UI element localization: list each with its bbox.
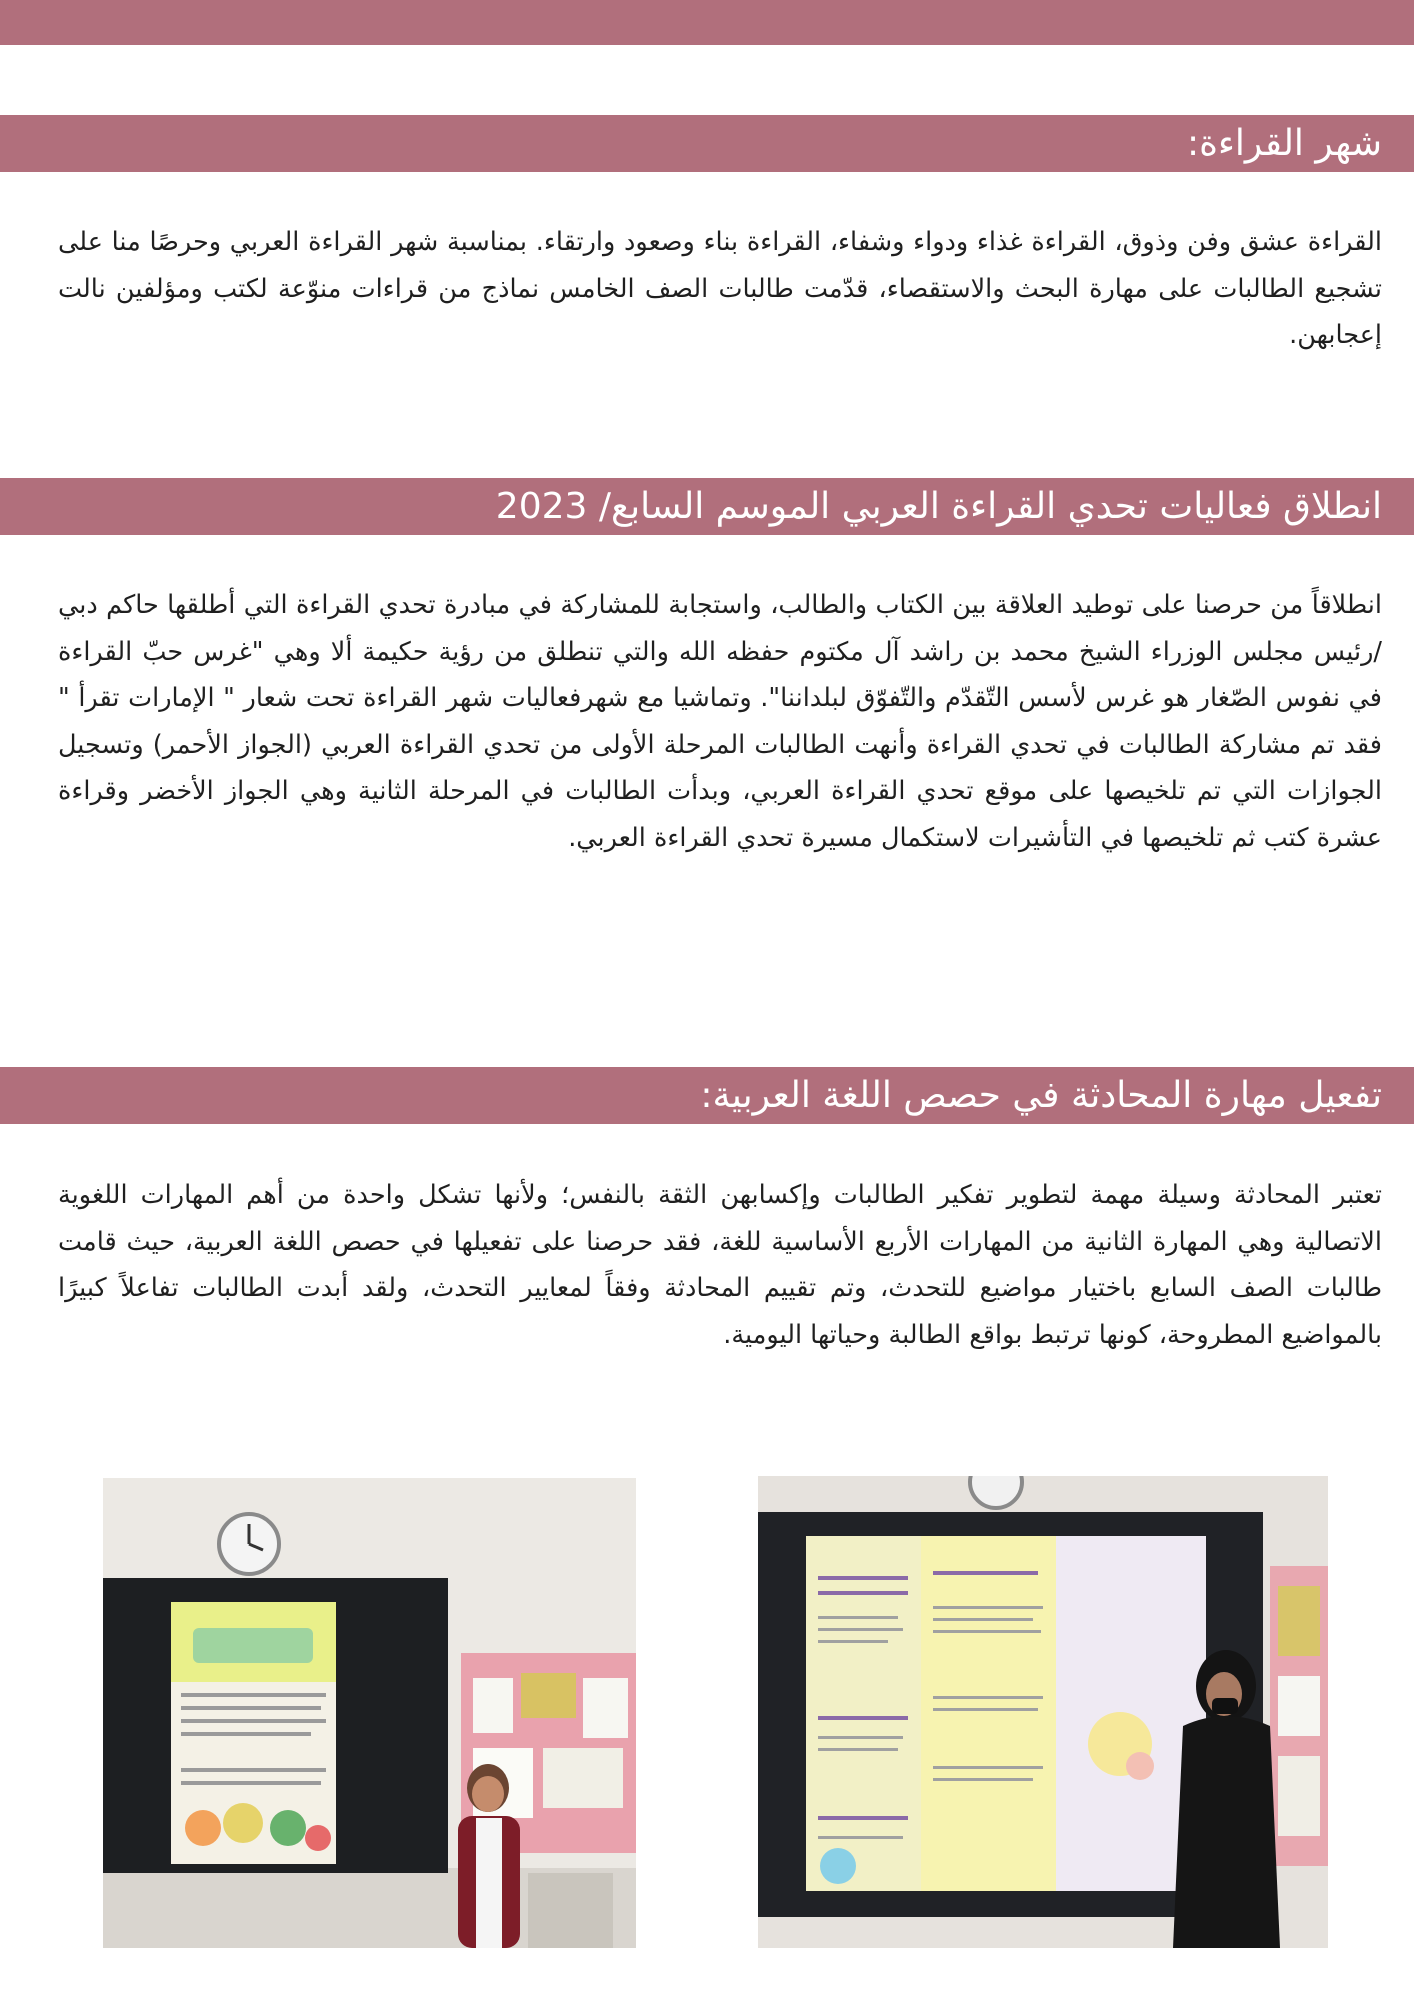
section-heading-conversation-skill: تفعيل مهارة المحادثة في حصص اللغة العربية: bbox=[0, 1067, 1414, 1124]
section-heading-reading-month: شهر القراءة: bbox=[0, 115, 1414, 172]
section-body-reading-month: القراءة عشق وفن وذوق، القراءة غذاء ودواء وشفاء، القراءة بناء وصعود وارتقاء. بمناسبة شهر القراءة العربي وحرصًا منا على تشجيع الطالبات على مهارة البحث والاستقصاء، قدّمت طالبات الصف الخامس نماذج من قراءات منوّعة لكتب ومؤلفين نالت إعجابهن. bbox=[58, 227, 1382, 350]
section-heading-reading-challenge: انطلاق فعاليات تحدي القراءة العربي الموسم السابع/ 2023 bbox=[0, 478, 1414, 535]
classroom-photo-student-presenting-ramadan-slide bbox=[103, 1478, 636, 1948]
section-body-conversation-skill: تعتبر المحادثة وسيلة مهمة لتطوير تفكير الطالبات وإكسابهن الثقة بالنفس؛ ولأنها تشكل واحدة من أهم المهارات اللغوية الاتصالية وهي المهارة الثانية من المهارات الأربع الأساسية للغة، فقد حرصنا على تفعيلها في حصص اللغة العربية، حيث قامت طالبات الصف السابع باختيار مواضيع للتحدث، وتم تقييم المحادثة وفقاً لمعايير التحدث، ولقد أبدت الطالبات تفاعلاً كبيرًا بالمواضيع المطروحة، كونها ترتبط بواقع الطالبة وحياتها اليومية. bbox=[58, 1180, 1382, 1350]
classroom-photo-illustration bbox=[103, 1478, 636, 1948]
section-body-reading-challenge: انطلاقاً من حرصنا على توطيد العلاقة بين الكتاب والطالب، واستجابة للمشاركة في مبادرة تحدي القراءة التي أطلقها حاكم دبي /رئيس مجلس الوزراء الشيخ محمد بن راشد آل مكتوم حفظه الله والتي تنطلق من رؤية حكيمة ألا وهي "غرس حبّ القراءة في نفوس الصّغار هو غرس لأسس التّقدّم والتّفوّق لبلداننا". وتماشيا مع شهرفعاليات شهر القراءة تحت شعار " الإمارات تقرأ " فقد تم مشاركة الطالبات في تحدي القراءة وأنهت الطالبات المرحلة الأولى من تحدي القراءة العربي (الجواز الأحمر) وتسجيل الجوازات التي تم تلخيصها على موقع تحدي القراءة العربي، وبدأت الطالبات في المرحلة الثانية وهي الجواز الأخضر وقراءة عشرة كتب ثم تلخيصها في التأشيرات لاستكمال مسيرة تحدي القراءة العربي. bbox=[58, 590, 1382, 853]
classroom-photo-illustration bbox=[758, 1476, 1328, 1948]
classroom-photo-student-presenting-fasting-slide bbox=[758, 1476, 1328, 1948]
top-accent-band bbox=[0, 0, 1414, 45]
